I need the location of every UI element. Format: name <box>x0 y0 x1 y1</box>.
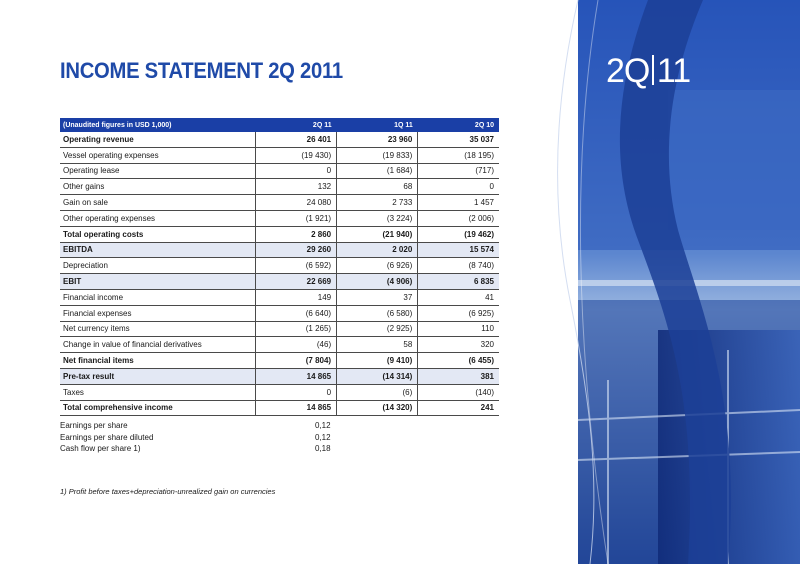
row-label: Other gains <box>60 179 255 195</box>
table-header-row <box>60 118 499 132</box>
row-value: 132 <box>255 179 336 195</box>
table-header-label: (Unaudited figures in USD 1,000) <box>60 118 255 132</box>
row-value: (6 455) <box>418 353 499 369</box>
page-title: INCOME STATEMENT 2Q 2011 <box>60 58 343 83</box>
table-row <box>60 163 499 179</box>
row-value: 26 401 <box>255 132 336 147</box>
row-value: (14 320) <box>337 400 418 416</box>
footnote: 1) Profit before taxes+depreciation-unrealized gain on currencies <box>60 487 276 496</box>
period-divider <box>652 55 654 85</box>
row-label: Depreciation <box>60 258 255 274</box>
income-statement-table <box>60 118 499 416</box>
table-row <box>60 147 499 163</box>
row-value: (1 684) <box>337 163 418 179</box>
row-label: Taxes <box>60 384 255 400</box>
per-share-value: 0,12 <box>315 421 331 430</box>
row-label: Gain on sale <box>60 195 255 211</box>
row-value: 110 <box>418 321 499 337</box>
table-row <box>60 242 499 258</box>
row-value: (6) <box>337 384 418 400</box>
period-label-year: 11 <box>656 52 691 90</box>
row-value: 29 260 <box>255 242 336 258</box>
row-value: 0 <box>255 163 336 179</box>
table-row <box>60 210 499 226</box>
row-value: 41 <box>418 289 499 305</box>
row-label: Net currency items <box>60 321 255 337</box>
row-value: (18 195) <box>418 147 499 163</box>
table-row <box>60 289 499 305</box>
row-value: (2 925) <box>337 321 418 337</box>
row-value: (6 580) <box>337 305 418 321</box>
per-share-row <box>60 432 360 444</box>
row-value: 24 080 <box>255 195 336 211</box>
row-value: (6 925) <box>418 305 499 321</box>
row-label: Operating revenue <box>60 132 255 147</box>
row-value: (21 940) <box>337 226 418 242</box>
row-label: EBITDA <box>60 242 255 258</box>
table-row <box>60 353 499 369</box>
row-value: (6 592) <box>255 258 336 274</box>
row-value: 37 <box>337 289 418 305</box>
table-header-col: 1Q 11 <box>337 118 418 132</box>
per-share-row <box>60 420 360 432</box>
row-value: (19 833) <box>337 147 418 163</box>
row-label: Vessel operating expenses <box>60 147 255 163</box>
row-value: (1 265) <box>255 321 336 337</box>
table-row <box>60 258 499 274</box>
row-value: 241 <box>418 400 499 416</box>
row-value: (140) <box>418 384 499 400</box>
per-share-label: Cash flow per share 1) <box>60 444 141 453</box>
row-value: 6 835 <box>418 274 499 290</box>
period-label-quarter: 2Q <box>606 52 650 90</box>
row-value: 35 037 <box>418 132 499 147</box>
table-header-col: 2Q 10 <box>418 118 499 132</box>
row-value: (46) <box>255 337 336 353</box>
row-value: 320 <box>418 337 499 353</box>
row-value: 0 <box>255 384 336 400</box>
table-row <box>60 226 499 242</box>
row-value: (2 006) <box>418 210 499 226</box>
row-value: 22 669 <box>255 274 336 290</box>
per-share-row <box>60 443 360 455</box>
row-value: (3 224) <box>337 210 418 226</box>
row-label: Total operating costs <box>60 226 255 242</box>
row-label: Financial income <box>60 289 255 305</box>
row-label: Financial expenses <box>60 305 255 321</box>
per-share-label: Earnings per share <box>60 421 128 430</box>
row-value: (19 462) <box>418 226 499 242</box>
row-value: 1 457 <box>418 195 499 211</box>
table-row <box>60 132 499 147</box>
table-row <box>60 195 499 211</box>
table-row <box>60 321 499 337</box>
row-label: Net financial items <box>60 353 255 369</box>
row-value: 15 574 <box>418 242 499 258</box>
table-row <box>60 274 499 290</box>
table-row <box>60 337 499 353</box>
per-share-block <box>60 420 360 455</box>
table-header-col: 2Q 11 <box>255 118 336 132</box>
row-value: 14 865 <box>255 368 336 384</box>
row-label: Operating lease <box>60 163 255 179</box>
row-value: 58 <box>337 337 418 353</box>
table-row <box>60 305 499 321</box>
per-share-label: Earnings per share diluted <box>60 432 154 442</box>
row-value: (1 921) <box>255 210 336 226</box>
row-label: Change in value of financial derivatives <box>60 337 255 353</box>
row-value: 149 <box>255 289 336 305</box>
row-value: 0 <box>418 179 499 195</box>
row-value: (6 926) <box>337 258 418 274</box>
row-label: Total comprehensive income <box>60 400 255 416</box>
row-value: 2 860 <box>255 226 336 242</box>
per-share-value: 0,12 <box>315 432 331 442</box>
row-value: (6 640) <box>255 305 336 321</box>
row-value: (7 804) <box>255 353 336 369</box>
per-share-value: 0,18 <box>315 444 331 453</box>
row-value: 68 <box>337 179 418 195</box>
row-label: Pre-tax result <box>60 368 255 384</box>
row-value: (8 740) <box>418 258 499 274</box>
row-value: 2 733 <box>337 195 418 211</box>
row-label: EBIT <box>60 274 255 290</box>
table-row <box>60 384 499 400</box>
table-row <box>60 400 499 416</box>
row-value: (9 410) <box>337 353 418 369</box>
row-value: (4 906) <box>337 274 418 290</box>
period-label <box>606 52 690 91</box>
row-value: 23 960 <box>337 132 418 147</box>
row-value: 381 <box>418 368 499 384</box>
row-value: 14 865 <box>255 400 336 416</box>
row-value: (19 430) <box>255 147 336 163</box>
row-value: 2 020 <box>337 242 418 258</box>
row-value: (717) <box>418 163 499 179</box>
table-row <box>60 179 499 195</box>
table-row <box>60 368 499 384</box>
row-label: Other operating expenses <box>60 210 255 226</box>
row-value: (14 314) <box>337 368 418 384</box>
